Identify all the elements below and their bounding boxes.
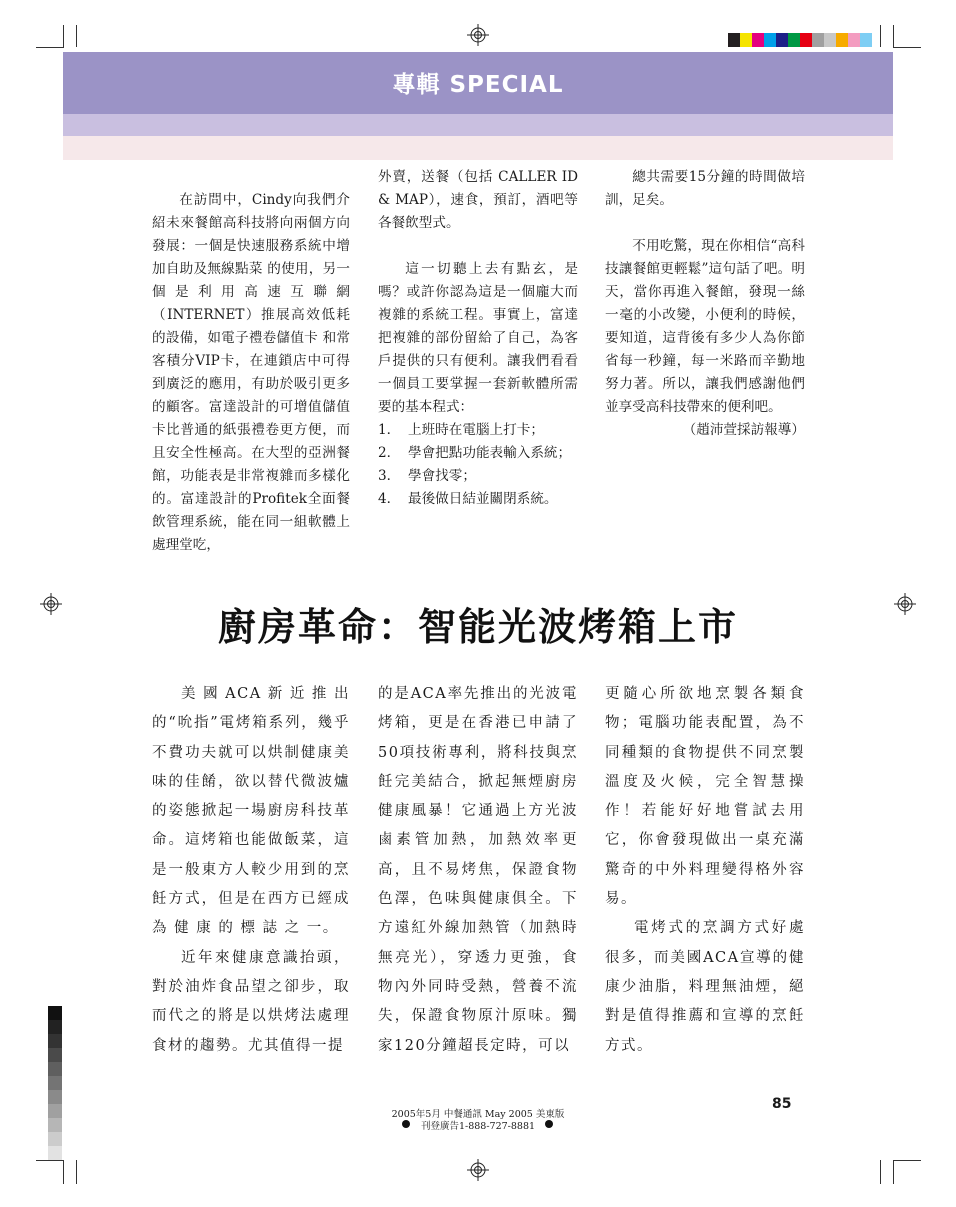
gray-swatch	[48, 1006, 62, 1020]
color-swatch	[776, 33, 788, 47]
gray-swatch	[48, 1048, 62, 1062]
gray-swatch	[48, 1090, 62, 1104]
article2-paragraph: 近年來健康意識抬頭，對於油炸食品望之卻步，取而代之的將是以烘烤法處理食材的趨勢。尤其值得一提	[152, 949, 350, 1054]
crop-mark	[893, 47, 921, 48]
bullet-dot-icon	[545, 1120, 553, 1128]
crop-mark	[893, 1160, 921, 1161]
crop-mark	[76, 1160, 77, 1184]
article2-paragraph: 美國ACA新近推出的“吮指”電烤箱系列，幾乎不費功夫就可以烘制健康美味的佳餚，欲以替代微波爐的姿態掀起一場廚房科技革命。這烤箱也能做飯菜，這是一般東方人較少用到的烹飪方式，但是在西方已經成為 健 康 的 標 誌 之 一。	[152, 686, 350, 937]
gray-swatch	[48, 1146, 62, 1160]
color-swatch	[836, 33, 848, 47]
color-swatch	[728, 33, 740, 47]
article1-column-1	[152, 189, 350, 557]
article2-paragraph: 更隨心所欲地烹製各類食物；電腦功能表配置，為不同種類的食物提供不同烹製溫度及火候，完全智慧操作！若能好好地嘗試去用它，你會發現做出一桌充滿驚奇的中外料理變得格外容易。	[605, 686, 805, 908]
crop-mark	[893, 25, 894, 47]
list-item: 3． 學會找零；	[378, 468, 476, 484]
list-item: 2． 學會把點功能表輸入系統；	[378, 445, 572, 461]
article1-column-3	[605, 166, 805, 442]
gray-swatch	[48, 1132, 62, 1146]
article2-paragraph: 的是ACA率先推出的光波電烤箱，更是在香港已申請了50項技術專利，將科技與烹飪完美結合，掀起無煙廚房健康風暴！它通過上方光波鹵素管加熱，加熱效率更高，且不易烤焦，保證食物色澤，色味與健康俱全。下方遠紅外線加熱管（加熱時無亮光），穿透力更強，食物內外同時受熱，營養不流失，保證食物原汁原味。獨家120分鐘超長定時，可以	[378, 686, 578, 1054]
crop-mark	[36, 47, 64, 48]
steps-list	[378, 419, 578, 511]
color-swatch	[848, 33, 860, 47]
article2-headline: 廚房革命：智能光波烤箱上市	[217, 605, 738, 649]
gray-swatch	[48, 1034, 62, 1048]
gray-swatch	[48, 1062, 62, 1076]
registration-mark-icon	[467, 24, 489, 46]
list-item: 4． 最後做日結並關閉系統。	[378, 491, 558, 507]
article2-column-1	[152, 680, 350, 1061]
color-swatch	[740, 33, 752, 47]
article1-byline: （趙沛萱採訪報導）	[682, 422, 805, 438]
color-swatch	[800, 33, 812, 47]
header-band-pale	[63, 136, 893, 160]
crop-mark	[880, 1160, 881, 1184]
article1-paragraph: 在訪問中，Cindy向我們介紹未來餐館高科技將向兩個方向發展：一個是快速服務系統中增加自助及無線點菜 的使用，另一個是利用高速互聯網（INTERNET）推展高效低耗的設備，如電子禮卷儲值卡 和常客積分VIP卡，在連鎖店中可得到廣泛的應用，有助於吸引更多的顧客。富達設計的可增值儲值卡比普通的紙張禮卷更方便，而且安全性極高。在大型的亞洲餐館，功能表是非常複雜而多樣化的。富達設計的Profitek全面餐飲管理系統，能在同一組軟體上處理堂吃，	[152, 192, 350, 553]
article2-paragraph: 電烤式的烹調方式好處很多，而美國ACA宣導的健康少油脂，料理無油煙，絕對是值得推薦和宣導的烹飪方式。	[605, 920, 805, 1054]
list-item: 1． 上班時在電腦上打卡；	[378, 422, 544, 438]
crop-mark	[893, 1160, 894, 1184]
article1-paragraph: 不用吃驚，現在你相信“高科技讓餐館更輕鬆”這句話了吧。明天，當你再進入餐館，發現一絲一毫的小改變，小便利的時候，要知道，這背後有多少人為你節省每一秒鐘，每一米路而辛勤地努力著。所以，讓我們感謝他們並享受高科技帶來的便利吧。	[605, 238, 805, 415]
crop-mark	[76, 25, 77, 47]
footer-publication-line: 2005年5月 中餐通訊 May 2005 美東版	[391, 1109, 565, 1120]
footer-ad-line: 刊登廣告1-888-727-8881	[420, 1121, 536, 1132]
color-swatch	[764, 33, 776, 47]
article1-paragraph: 外賣，送餐（包括 CALLER ID & MAP），速食，預訂，酒吧等各餐飲型式。	[378, 169, 578, 231]
crop-mark	[63, 25, 64, 47]
article2-column-3	[605, 680, 805, 1061]
gray-swatch	[48, 1076, 62, 1090]
color-swatch	[824, 33, 836, 47]
color-swatch	[752, 33, 764, 47]
grayscale-calibration-bar	[48, 1006, 62, 1160]
article1-paragraph: 這一切聽上去有點玄，是嗎？或許你認為這是一個龐大而複雜的系統工程。事實上，富達把複雜的部份留給了自己，為客戶提供的只有便利。讓我們看看一個員工要掌握一套新軟體所需要的基本程式：	[378, 261, 578, 415]
gray-swatch	[48, 1020, 62, 1034]
registration-mark-icon	[467, 1159, 489, 1181]
color-calibration-bar	[728, 33, 872, 47]
header-band-light	[63, 114, 893, 136]
color-swatch	[788, 33, 800, 47]
article2-column-2	[378, 680, 578, 1061]
color-swatch	[860, 33, 872, 47]
color-swatch	[812, 33, 824, 47]
article1-column-2	[378, 166, 578, 511]
crop-mark	[36, 1160, 64, 1161]
article1-paragraph: 總共需要15分鐘的時間做培訓，足矣。	[605, 169, 805, 208]
crop-mark	[63, 1160, 64, 1184]
crop-mark	[880, 25, 881, 47]
page-number: 85	[772, 1096, 792, 1112]
section-label: 專輯 SPECIAL	[392, 72, 564, 98]
